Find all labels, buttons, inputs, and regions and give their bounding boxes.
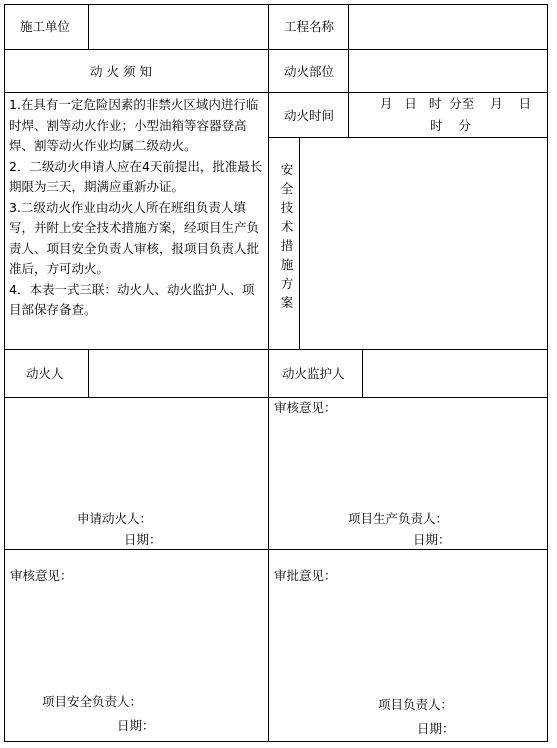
fire-time-label: 动火时间 <box>284 108 335 123</box>
fire-operator-label: 动火人 <box>26 366 64 381</box>
date-label-production: 日期： <box>413 532 451 547</box>
applicant-label: 申请动火人： <box>77 511 153 526</box>
safety-plan-divider <box>299 137 300 350</box>
table-border-left <box>4 4 5 742</box>
row-divider-5 <box>4 397 548 398</box>
project-name-field[interactable] <box>350 6 546 48</box>
production-manager-label: 项目生产负责人： <box>348 511 449 526</box>
table-border-top <box>4 4 548 5</box>
notice-title: 动 火 须 知 <box>90 64 152 79</box>
label-divider-right-supervisor <box>362 349 363 398</box>
safety-manager-label: 项目安全负责人： <box>42 694 143 709</box>
row-divider-1 <box>4 49 548 50</box>
construction-unit-label: 施工单位 <box>20 19 71 34</box>
fire-time-line1[interactable]: 月 日 时 分至 月 日 <box>380 96 532 111</box>
notice-list <box>9 95 265 321</box>
fire-supervisor-label: 动火监护人 <box>282 366 345 381</box>
row-divider-6 <box>4 549 548 550</box>
label-divider-left-operator <box>88 349 89 398</box>
project-manager-label: 项目负责人： <box>378 697 454 712</box>
approval-opinion: 审批意见： <box>274 568 337 583</box>
fire-location-field[interactable] <box>350 51 546 91</box>
row-divider-2 <box>4 92 548 93</box>
notice-item-1: 1.在具有一定危险因素的非禁火区域内进行临时焊、割等动火作业；小型油箱等容器登高焊、割等动火作业均属二级动火。 <box>9 97 259 153</box>
notice-item-2: 2．二级动火申请人应在4天前提出，批准最长期限为三天，期满应重新办证。 <box>9 158 263 194</box>
safety-plan-field[interactable] <box>301 139 546 348</box>
row-divider-4 <box>4 349 548 350</box>
center-divider <box>268 4 269 742</box>
project-name-label: 工程名称 <box>284 19 335 34</box>
date-label-applicant: 日期： <box>124 532 162 547</box>
construction-unit-field[interactable] <box>90 6 266 48</box>
label-divider-right-rows <box>348 4 349 138</box>
safety-plan-label: 安 全 技 术 措 施 方 案 <box>280 162 294 310</box>
date-label-approval: 日期： <box>417 721 455 736</box>
fire-supervisor-field[interactable] <box>364 351 546 396</box>
fire-location-label: 动火部位 <box>284 64 335 79</box>
table-border-right <box>547 4 548 742</box>
notice-item-4: 4．本表一式三联：动火人、动火监护人、项目部保存备查。 <box>9 281 255 317</box>
notice-item-3: 3.二级动火作业由动火人所在班组负责人填写，并附上安全技术措施方案，经项目生产负责人、项目安全负责人审核，报项目负责人批准后，方可动火。 <box>9 199 260 276</box>
review-opinion-production: 审核意见： <box>274 400 337 415</box>
label-divider-left-row1 <box>88 4 89 50</box>
table-border-bottom <box>4 741 548 742</box>
date-label-safety: 日期： <box>117 718 155 733</box>
review-opinion-safety: 审核意见： <box>10 568 73 583</box>
fire-operator-field[interactable] <box>90 351 266 396</box>
row-divider-3 <box>268 137 548 138</box>
fire-time-line2[interactable]: 时 分 <box>430 118 471 133</box>
